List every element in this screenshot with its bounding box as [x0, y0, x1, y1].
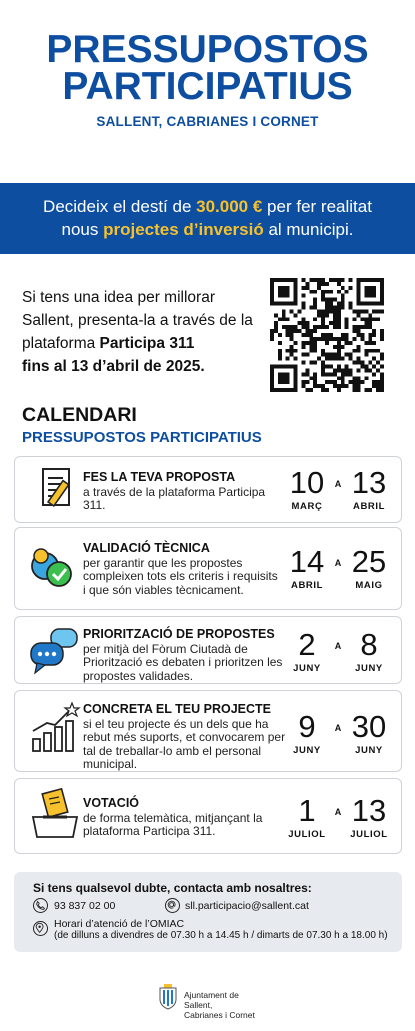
calendar-title: CALENDARI	[22, 404, 137, 426]
form-pencil-icon	[25, 463, 85, 519]
town-council-logo	[158, 979, 268, 1019]
step-dates: 9 JUNY A 30 JUNY	[293, 709, 387, 756]
step-dates: 14 ABRIL A 25 MAIG	[289, 544, 387, 591]
page-title	[0, 28, 415, 108]
step-heading: CONCRETA EL TEU PROJECTE	[83, 702, 271, 716]
phone-icon	[33, 898, 48, 913]
step-heading: FES LA TEVA PROPOSTA	[83, 470, 236, 484]
growth-chart-icon	[25, 701, 85, 757]
step-heading: VOTACIÓ	[83, 796, 140, 810]
office-hours-title: Horari d’atenció de l’OMIAC	[54, 918, 185, 930]
intro-text: Si tens una idea per millorar Sallent, presenta-la a través de la plataforma Participa 311 fins al 13 d’abril de 2025.	[22, 289, 253, 375]
budget-amount: 30.000 €	[196, 197, 263, 216]
page-subtitle: SALLENT, CABRIANES I CORNET	[96, 114, 319, 129]
step-card-proposal: FES LA TEVA PROPOSTA a través de la plataforma Participa 311. 10 MARÇ A 13 ABRIL	[14, 456, 402, 523]
contact-phone[interactable]: 93 837 02 00	[54, 900, 116, 912]
step-heading: PRIORITZACIÓ DE PROPOSTES	[83, 627, 275, 641]
contact-title: Si tens qualsevol dubte, contacta amb nosaltres:	[33, 881, 312, 895]
org-name-line2: Cabrianes i Cornet	[184, 1010, 255, 1020]
checkmark-stamp-icon	[25, 540, 85, 596]
budget-banner: Decideix el destí de 30.000 € per fer realitat nous projectes d’inversió al municipi.	[0, 183, 415, 254]
ballot-box-icon	[25, 787, 85, 843]
speech-bubbles-icon	[25, 623, 85, 679]
location-pin-icon	[33, 921, 48, 936]
step-heading: VALIDACIÓ TÈCNICA	[83, 541, 210, 555]
title-line-2: PARTICIPATIUS	[62, 65, 353, 108]
step-dates: 10 MARÇ A 13 ABRIL	[289, 465, 387, 512]
office-hours: (de dilluns a divendres de 07.30 h a 14.45 h / dimarts de 07.30 h a 18.00 h)	[54, 930, 388, 941]
step-card-vote: VOTACIÓ de forma telemàtica, mitjançant la plataforma Participa 311. 1 JULIOL A 13 JULIOL	[14, 778, 402, 854]
step-card-prioritization: PRIORITZACIÓ DE PROPOSTES per mitjà del Fòrum Ciutadà de Priorització es debaten i prioritzen les propostes validades. 2 JUNY A 8 JUNY	[14, 616, 402, 684]
coat-of-arms-icon	[158, 984, 178, 1010]
step-card-concretize: CONCRETA EL TEU PROJECTE si el teu projecte és un dels que ha rebut més suports, et convocarem per tal de treballar-lo amb el personal municipal. 9 JUNY A 30 JUNY	[14, 690, 402, 772]
org-name-line1: Ajuntament de Sallent,	[184, 990, 239, 1010]
qr-code-icon[interactable]	[270, 278, 384, 392]
contact-email[interactable]: sll.participacio@sallent.cat	[185, 900, 309, 912]
platform-name: Participa 311	[99, 335, 195, 352]
contact-box	[14, 872, 402, 952]
calendar-subtitle: PRESSUPOSTOS PARTICIPATIUS	[22, 429, 262, 446]
step-dates: 2 JUNY A 8 JUNY	[293, 627, 383, 674]
email-icon	[165, 898, 180, 913]
deadline: fins al 13 d’abril de 2025.	[22, 358, 205, 375]
step-card-validation: VALIDACIÓ TÈCNICA per garantir que les propostes compleixen tots els criteris i requisits i que són viables tècnicament. 14 ABRIL A 25 MAIG	[14, 527, 402, 610]
title-line-1: PRESSUPOSTOS	[46, 28, 369, 71]
step-dates: 1 JULIOL A 13 JULIOL	[288, 793, 388, 840]
highlight-projects: projectes d’inversió	[103, 220, 264, 239]
